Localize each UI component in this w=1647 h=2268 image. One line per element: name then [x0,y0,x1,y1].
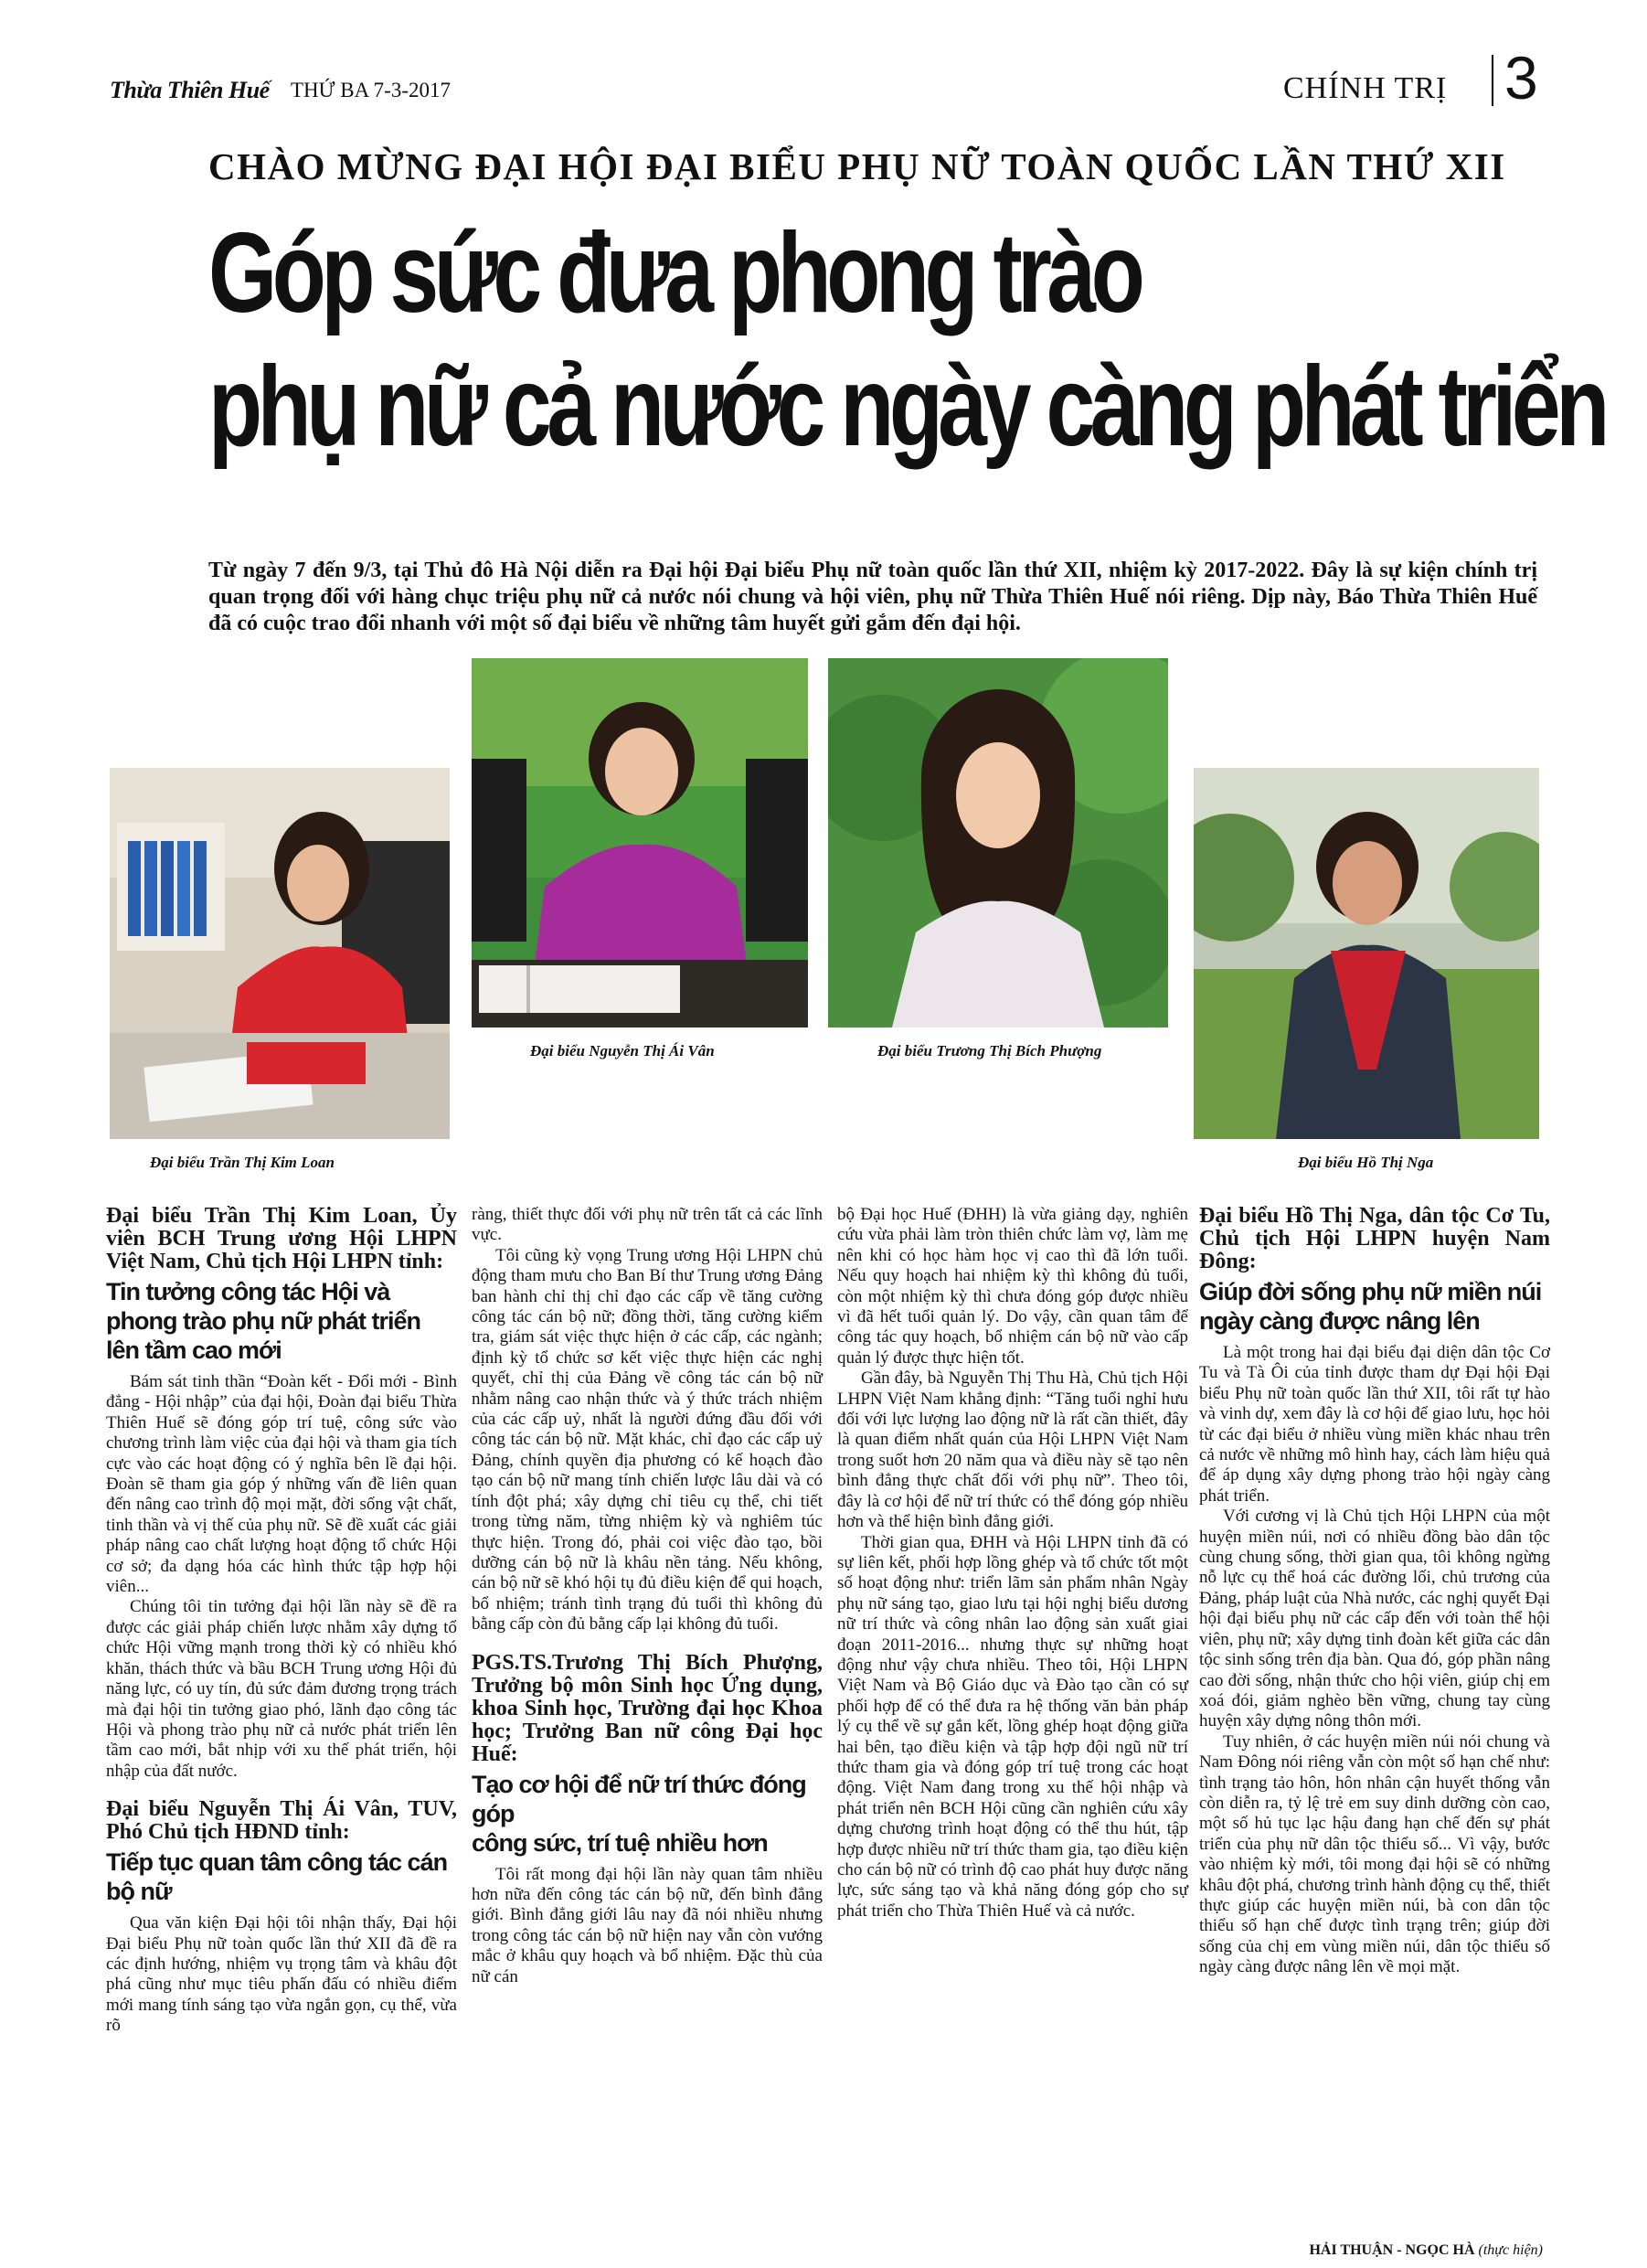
byline-van: Đại biểu Nguyễn Thị Ái Vân, TUV, Phó Chủ tịch HĐND tỉnh: [106,1797,457,1845]
column-1 [106,1205,457,2037]
subhead-van: Tiếp tục quan tâm công tác cán bộ nữ [106,1848,448,1906]
article-headline [208,207,1605,474]
paragraph: Chúng tôi tin tưởng đại hội lần này sẽ đề ra được các giải pháp chiến lược nhằm xây dựng tổ chức Hội vững mạnh trong thời kỳ có nhiều khó khăn, thách thức và bầu BCH Trung ương Hội đủ năng lực, có uy tín, đủ sức đảm đương trọng trách mà đại hội tin tưởng giao phó, lãnh đạo công tác Hội và phong trào phụ nữ cả nước phát triển lên tầm cao mới, bắt nhịp với xu thế phát triển, hội nhập của đất nước. [106,1597,457,1781]
headline-line-2: phụ nữ cả nước ngày càng phát triển [208,344,1605,470]
paragraph: Thời gian qua, ĐHH và Hội LHPN tỉnh đã có sự liên kết, phối hợp lồng ghép và tổ chức tốt một số hoạt động như: triển lãm sản phẩm nhân Ngày phụ nữ sáng tạo, giao lưu tại hội nghị biểu dương nữ trí thức và công nhân lao động sản xuất giai đoạn 2011-2016... nhưng thực sự những hoạt động như vậy chưa nhiều. Theo tôi, Hội LHPN Việt Nam và Bộ Giáo dục và Đào tạo cần có sự phối hợp để có thể đưa ra hệ thống văn bản pháp lý cụ thể về sự gắn kết, lồng ghép hoạt động giữa hai bên, tạo điều kiện và tập hợp đội ngũ nữ trí thức tham gia và đóng góp trí tuệ trong các hoạt động. Việt Nam đang trong xu thế hội nhập và phát triển nên BCH Hội cũng cần nghiên cứu xây dựng chương trình hoạt động có thể thu hút, tập hợp được nhiều nữ trí thức tham gia, tạo điều kiện cho cán bộ nữ có trình độ cao phát huy được năng lực, sức sáng tạo và khả năng đóng góp cho sự phát triển cho Thừa Thiên Huế và cả nước. [837,1532,1188,1921]
paragraph: Qua văn kiện Đại hội tôi nhận thấy, Đại hội Đại biểu Phụ nữ toàn quốc lần thứ XII đã đề ra các định hướng, nhiệm vụ trọng tâm và khâu đột phá cũng như mục tiêu phấn đấu có nhiều điểm mới mang tính sáng tạo vừa ngắn gọn, cụ thể, vừa rõ [106,1913,457,2036]
byline-phuong: PGS.TS.Trương Thị Bích Phượng, Trưởng bộ môn Sinh học Ứng dụng, khoa Sinh học, Trường đại học Khoa học; Trưởng Ban nữ công Đại học Huế: [472,1650,823,1766]
photo-nguyen-thi-ai-van [472,658,808,1028]
section-name: CHÍNH TRỊ [1283,71,1448,105]
photo-caption-van: Đại biểu Nguyễn Thị Ái Vân [530,1042,715,1059]
byline-loan: Đại biểu Trần Thị Kim Loan, Ủy viên BCH Trung ương Hội LHPN Việt Nam, Chủ tịch Hội LHPN tỉnh: [106,1204,457,1273]
author-note: (thực hiện) [1478,2242,1543,2258]
section-divider [1492,55,1493,106]
page-masthead [0,0,1647,119]
paragraph: bộ Đại học Huế (ĐHH) là vừa giảng dạy, nghiên cứu vừa phải làm tròn thiên chức làm vợ, làm mẹ nên khi có học hàm học vị cao thì đã lớn tuổi. Nếu quy hoạch hai nhiệm kỳ thì không đủ tuổi, còn một nhiệm kỳ thì chưa đóng góp được nhiều vì đã hết tuổi quản lý. Do vậy, cần quan tâm để công tác quy hoạch, bổ nhiệm cán bộ nữ vào cấp quản lý được thực hiện tốt. [837,1205,1188,1368]
column-3 [837,1205,1188,1922]
paragraph: Tôi rất mong đại hội lần này quan tâm nhiều hơn nữa đến công tác cán bộ nữ, đến bình đẳng giới. Bình đẳng giới lâu nay đã nói nhiều nhưng trong công tác cán bộ nữ hiện nay vẫn còn vướng mắc ở khâu quy hoạch và bổ nhiệm. Đặc thù của nữ cán [472,1864,823,1986]
paragraph: Tuy nhiên, ở các huyện miền núi nói chung và Nam Đông nói riêng vẫn còn một số hạn chế như: tình trạng tảo hôn, hôn nhân cận huyết thống vẫn còn diễn ra, tỷ lệ trẻ em suy dinh dưỡng còn cao, một số hủ tục lạc hậu đang hạn chế đến sự phát triển của phụ nữ dân tộc thiểu số... Vì vậy, bước vào nhiệm kỳ mới, tôi mong đại hội sẽ có những khâu đột phá, chương trình hành động cụ thể, thiết thực giúp các huyện miền núi, bà con dân tộc thiểu số hạn chế được tình trạng trên; giúp đời sống của chị em vùng miền núi, dân tộc thiểu số ngày càng được nâng lên về mọi mặt. [1199,1731,1550,1977]
section-gap [472,1635,823,1652]
article-lead: Từ ngày 7 đến 9/3, tại Thủ đô Hà Nội diễn ra Đại hội Đại biểu Phụ nữ toàn quốc lần thứ XII, nhiệm kỳ 2017-2022. Đây là sự kiện chính trị quan trọng đối với hàng chục triệu phụ nữ cả nước nói chung và hội viên, phụ nữ Thừa Thiên Huế nói riêng. Dịp này, Báo Thừa Thiên Huế đã có cuộc trao đổi nhanh với một số đại biểu về những tâm huyết gửi gắm đến đại hội. [208,559,1537,635]
subhead-nga: Giúp đời sống phụ nữ miền núi ngày càng được nâng lên [1199,1278,1542,1335]
article-kicker: CHÀO MỪNG ĐẠI HỘI ĐẠI BIỂU PHỤ NỮ TOÀN QUỐC LẦN THỨ XII [208,145,1506,187]
photo-truong-thi-bich-phuong [828,658,1168,1028]
paragraph: Tôi cũng kỳ vọng Trung ương Hội LHPN chủ động tham mưu cho Ban Bí thư Trung ương Đảng ban hành chỉ thị chỉ đạo các cấp về tăng cường công tác cán bộ nữ; đồng thời, tăng cường kiểm tra, giám sát việc thực hiện ở các cấp, các ngành; định kỳ tổ chức sơ kết việc thực hiện các nghị quyết, chỉ thị của Đảng về công tác cán bộ nữ nhằm nâng cao nhận thức và ý thức trách nhiệm của các cấp uỷ, nhất là người đứng đầu đối với công tác cán bộ nữ. Mặt khác, chỉ đạo các cấp uỷ Đảng, chính quyền địa phương có kế hoạch đào tạo cán bộ nữ mang tính chiến lược lâu dài và có tính đột phá; xây dựng chỉ tiêu cụ thể, chi tiết trong từng năm, từng nhiệm kỳ và nghiêm túc thực hiện. Trong đó, phải coi việc đào tạo, bồi dưỡng cán bộ nữ là khâu nền tảng. Nếu không, cán bộ nữ sẽ khó hội tụ đủ điều kiện để qui hoạch, bổ nhiệm; tránh tình trạng đủ tuổi thì không đủ bằng cấp còn đủ bằng cấp lại không đủ tuổi. [472,1245,823,1634]
issue-date: THỨ BA 7-3-2017 [291,79,452,101]
subhead-phuong-1: Tạo cơ hội để nữ trí thức đóng góp [472,1770,806,1827]
author-names: HẢI THUẬN - NGỌC HÀ [1309,2242,1475,2258]
page-number: 3 [1504,44,1538,112]
subhead-loan: Tin tưởng công tác Hội và phong trào phụ nữ phát triển lên tầm cao mới [106,1278,421,1364]
photo-caption-loan: Đại biểu Trần Thị Kim Loan [150,1154,335,1171]
paragraph: Bám sát tinh thần “Đoàn kết - Đổi mới - Bình đẳng - Hội nhập” của đại hội, Đoàn đại biểu Thừa Thiên Huế sẽ đóng góp trí tuệ, công sức vào chương trình làm việc của đại hội và tham gia tích cực vào các hoạt động có ý nghĩa bên lề đại hội. Đoàn sẽ tham gia góp ý những vấn đề liên quan đến nâng cao trình độ mọi mặt, đời sống vật chất, tinh thần và vị thế của phụ nữ. Sẽ đề xuất các giải pháp nâng cao chất lượng hoạt động tổ chức Hội cơ sở; đa dạng hóa các hình thức tập hợp hội viên... [106,1372,457,1597]
photo-tran-thi-kim-loan [110,768,450,1139]
column-2 [472,1205,823,1987]
paragraph: Gần đây, bà Nguyễn Thị Thu Hà, Chủ tịch Hội LHPN Việt Nam khẳng định: “Tăng tuổi nghỉ hưu đối với lực lượng lao động nữ là rất cần thiết, đây là quan điểm nhất quán của Hội LHPN Việt Nam trong suốt hơn 20 năm qua và điều này sẽ tạo nên bình đẳng thực chất đối với phụ nữ”. Theo tôi, đây là cơ hội để nữ trí thức có thể đóng góp nhiều hơn và thể hiện bình đẳng giới. [837,1368,1188,1532]
paragraph: Với cương vị là Chủ tịch Hội LHPN của một huyện miền núi, nơi có nhiều đồng bào dân tộc cùng chung sống, thời gian qua, tôi không ngừng nỗ lực cụ thể hoá các đường lối, chủ trương của Đảng, pháp luật của Nhà nước, các nghị quyết Đại hội đại biểu phụ nữ các cấp đến với toàn thể hội viên, phụ nữ; xây dựng tinh đoàn kết giữa các dân tộc sinh sống trên địa bàn. Qua đó, góp phần nâng cao đời sống, nhận thức cho hội viên, giúp chị em xoá đói, giảm nghèo bền vững, chung tay cùng huyện xây dựng nông thôn mới. [1199,1507,1550,1731]
paragraph: ràng, thiết thực đối với phụ nữ trên tất cả các lĩnh vực. [472,1205,823,1245]
section-gap [106,1782,457,1798]
column-4 [1199,1205,1550,1978]
subhead-phuong-2: công sức, trí tuệ nhiều hơn [472,1828,768,1857]
headline-line-1: Góp sức đưa phong trào [208,210,1141,336]
byline-nga: Đại biểu Hồ Thị Nga, dân tộc Cơ Tu, Chủ tịch Hội LHPN huyện Nam Đông: [1199,1204,1550,1273]
photo-caption-nga: Đại biểu Hồ Thị Nga [1298,1154,1434,1171]
paragraph: Là một trong hai đại biểu đại diện dân tộc Cơ Tu và Tà Ôi của tỉnh được tham dự Đại hội Đại biểu Phụ nữ toàn quốc lần thứ XII, tôi rất tự hào và vinh dự, xem đây là cơ hội để giao lưu, học hỏi từ các đại biểu ở nhiều vùng miền khác nhau trên cả nước về những mô hình hay, cách làm hiệu quả để áp dụng xây dựng phong trào hội ngày càng phát triển. [1199,1343,1550,1506]
newspaper-name: Thừa Thiên Huế [110,77,270,103]
photo-caption-phuong: Đại biểu Trương Thị Bích Phượng [877,1042,1102,1059]
photo-ho-thi-nga [1194,768,1539,1139]
author-credit [1269,2242,1543,2259]
